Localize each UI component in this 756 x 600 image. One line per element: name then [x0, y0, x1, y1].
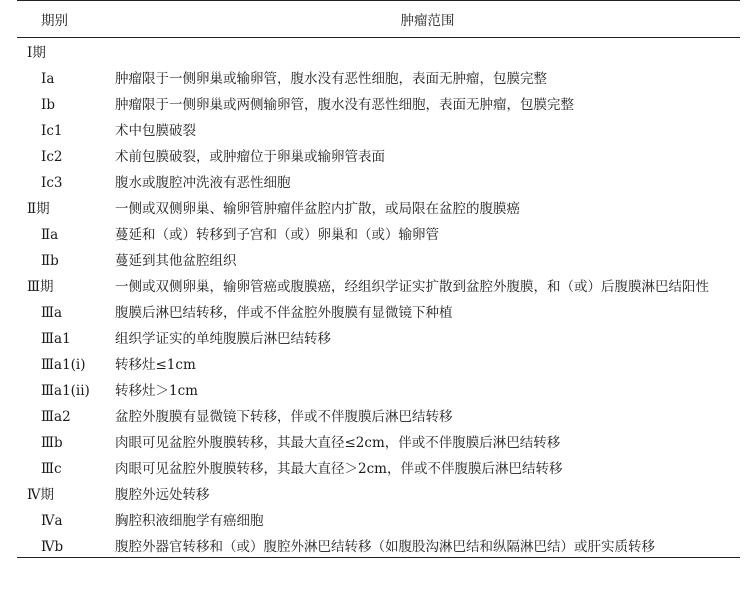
range-cell: 腹膜后淋巴结转移，伴或不伴盆腔外腹膜有显微镜下种植 [115, 304, 453, 321]
table-row [17, 64, 740, 90]
table-row [17, 506, 740, 532]
range-cell: 组织学证实的单纯腹膜后淋巴结转移 [115, 330, 331, 347]
stage-cell: Ⅲa1(i) [41, 356, 86, 373]
table-row [17, 532, 740, 558]
range-cell: 转移灶＞1cm [115, 382, 198, 399]
table-row [17, 272, 740, 298]
staging-table [17, 0, 740, 558]
stage-cell: Ⅱ期 [27, 200, 50, 217]
header-row [17, 1, 740, 38]
range-cell [115, 38, 740, 64]
range-cell: 一侧或双侧卵巢、输卵管肿瘤伴盆腔内扩散，或局限在盆腔的腹膜癌 [115, 200, 520, 217]
range-cell: 腹腔外器官转移和（或）腹腔外淋巴结转移（如腹股沟淋巴结和纵隔淋巴结）或肝实质转移 [115, 532, 740, 558]
stage-cell: Ⅳ期 [27, 486, 54, 503]
stage-cell: Ⅲa1 [41, 330, 71, 347]
stage-cell: Ⅲc [41, 460, 62, 477]
stage-cell: Ⅲb [41, 434, 63, 451]
stage-cell: Ⅲ期 [27, 278, 54, 295]
range-cell: 腹水或腹腔冲洗液有恶性细胞 [115, 174, 291, 191]
stage-cell: Ⅱa [41, 226, 59, 243]
stage-cell: Ⅰ期 [27, 45, 46, 61]
table-row [17, 194, 740, 220]
table-header [17, 1, 740, 38]
table-row [17, 168, 740, 194]
range-cell: 腹腔外远处转移 [115, 486, 210, 503]
table-row [17, 298, 740, 324]
stage-cell: Ⅲa2 [41, 408, 71, 425]
stage-cell: Ⅰc3 [41, 174, 63, 191]
header-range: 肿瘤范围 [115, 1, 740, 38]
range-cell: 肉眼可见盆腔外腹膜转移，其最大直径＞2cm，伴或不伴腹膜后淋巴结转移 [115, 460, 563, 477]
range-cell: 盆腔外腹膜有显微镜下转移，伴或不伴腹膜后淋巴结转移 [115, 408, 453, 425]
table-row [17, 246, 740, 272]
header-stage: 期别 [17, 1, 115, 38]
table-row [17, 454, 740, 480]
stage-cell: Ⅳb [17, 532, 115, 558]
range-cell: 蔓延和（或）转移到子宫和（或）卵巢和（或）输卵管 [115, 226, 439, 243]
stage-cell: Ⅲa1(ii) [41, 382, 90, 399]
stage-cell: Ⅰc2 [41, 148, 63, 165]
table-row [17, 142, 740, 168]
table-row [17, 350, 740, 376]
range-cell: 一侧或双侧卵巢，输卵管癌或腹膜癌，经组织学证实扩散到盆腔外腹膜，和（或）后腹膜淋巴结阳性 [115, 278, 709, 295]
stage-cell: Ⅳa [41, 512, 63, 529]
table-body [17, 38, 740, 558]
range-cell: 蔓延到其他盆腔组织 [115, 252, 237, 269]
range-cell: 肉眼可见盆腔外腹膜转移，其最大直径≤2cm，伴或不伴腹膜后淋巴结转移 [115, 434, 561, 451]
table-row [17, 38, 740, 64]
stage-cell: Ⅰa [41, 70, 55, 87]
table-row [17, 376, 740, 402]
table-row [17, 480, 740, 506]
table-row [17, 116, 740, 142]
table-row [17, 90, 740, 116]
range-cell: 术中包膜破裂 [115, 122, 196, 139]
range-cell: 转移灶≤1cm [115, 356, 196, 373]
range-cell: 术前包膜破裂，或肿瘤位于卵巢或输卵管表面 [115, 148, 385, 165]
range-cell: 肿瘤限于一侧卵巢或两侧输卵管，腹水没有恶性细胞，表面无肿瘤，包膜完整 [115, 96, 574, 113]
stage-cell: Ⅰb [41, 96, 55, 113]
stage-cell: Ⅱb [41, 252, 59, 269]
table-row [17, 402, 740, 428]
table-row [17, 220, 740, 246]
range-cell: 胸腔积液细胞学有癌细胞 [115, 512, 264, 529]
table-row [17, 324, 740, 350]
range-cell: 肿瘤限于一侧卵巢或输卵管，腹水没有恶性细胞，表面无肿瘤，包膜完整 [115, 70, 547, 87]
table-row [17, 428, 740, 454]
stage-cell: Ⅲa [41, 304, 63, 321]
stage-cell: Ⅰc1 [41, 122, 63, 139]
